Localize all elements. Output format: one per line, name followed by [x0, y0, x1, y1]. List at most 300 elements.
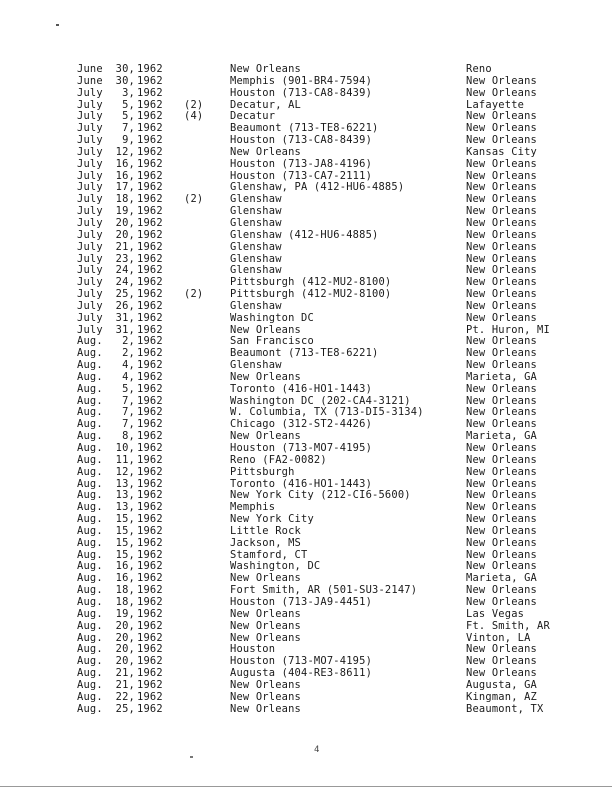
entry-destination: New Orleans — [230, 430, 302, 443]
entry-day: 31, — [115, 311, 135, 324]
entry-year: 1962 — [137, 134, 163, 147]
entry-month: July — [77, 288, 103, 301]
entry-year: 1962 — [137, 110, 163, 123]
entry-destination: Decatur — [230, 110, 276, 123]
entry-destination: Reno (FA2-0082) — [230, 453, 327, 466]
entry-year: 1962 — [137, 122, 163, 135]
entry-day: 11, — [115, 453, 135, 466]
entry-year: 1962 — [137, 406, 163, 419]
entry-destination: Decatur, AL — [230, 98, 302, 111]
entry-year: 1962 — [137, 264, 163, 277]
entry-origin: New Orleans — [466, 205, 538, 218]
entry-year: 1962 — [137, 276, 163, 289]
entry-year: 1962 — [137, 193, 163, 206]
entry-destination: W. Columbia, TX (713-DI5-3134) — [230, 406, 424, 419]
entry-destination: Augusta (404-RE3-8611) — [230, 667, 373, 680]
entry-destination: Washington DC — [230, 311, 314, 324]
entry-destination: Glenshaw, PA (412-HU6-4885) — [230, 181, 405, 194]
entry-destination: New Orleans — [230, 572, 302, 585]
entry-month: Aug. — [77, 655, 103, 668]
entry-origin: Kingman, AZ — [466, 690, 538, 703]
entry-origin: New Orleans — [466, 536, 538, 549]
entry-origin: New Orleans — [466, 418, 538, 431]
entry-origin: New Orleans — [466, 394, 538, 407]
entry-year: 1962 — [137, 501, 163, 514]
entry-year: 1962 — [137, 335, 163, 348]
entry-month: Aug. — [77, 370, 103, 383]
page-number: 4 — [314, 745, 320, 755]
list-item — [0, 301, 612, 313]
entry-year: 1962 — [137, 98, 163, 111]
entry-origin: New Orleans — [466, 252, 538, 265]
entry-destination: Houston (713-CA7-2111) — [230, 169, 373, 182]
entry-year: 1962 — [137, 430, 163, 443]
entry-destination: New Orleans — [230, 631, 302, 644]
entry-year: 1962 — [137, 74, 163, 87]
entry-day: 20, — [115, 619, 135, 632]
list-item — [0, 242, 612, 254]
entry-month: Aug. — [77, 690, 103, 703]
entry-note: (4) — [184, 110, 204, 123]
entry-month: Aug. — [77, 619, 103, 632]
entry-day: 3, — [122, 86, 135, 99]
entry-origin: New Orleans — [466, 524, 538, 537]
entry-destination: Pittsburgh (412-MU2-8100) — [230, 276, 392, 289]
entry-origin: New Orleans — [466, 86, 538, 99]
entry-destination: Pittsburgh (412-MU2-8100) — [230, 288, 392, 301]
entry-month: Aug. — [77, 702, 103, 715]
entry-year: 1962 — [137, 536, 163, 549]
entry-month: Aug. — [77, 359, 103, 372]
entry-month: Aug. — [77, 548, 103, 561]
entry-day: 5, — [122, 98, 135, 111]
scan-mark — [190, 756, 193, 758]
entry-day: 2, — [122, 347, 135, 360]
entry-month: Aug. — [77, 465, 103, 478]
entry-day: 30, — [115, 63, 135, 75]
entry-destination: Houston (713-JA9-4451) — [230, 595, 373, 608]
entry-year: 1962 — [137, 477, 163, 490]
entry-origin: Ft. Smith, AR — [466, 619, 550, 632]
entry-day: 8, — [122, 430, 135, 443]
entry-year: 1962 — [137, 631, 163, 644]
entry-month: July — [77, 110, 103, 123]
entry-origin: New Orleans — [466, 595, 538, 608]
entry-month: Aug. — [77, 418, 103, 431]
entry-day: 26, — [115, 299, 135, 312]
entry-day: 15, — [115, 536, 135, 549]
entry-destination: Stamford, CT — [230, 548, 308, 561]
entry-origin: Las Vegas — [466, 607, 525, 620]
entry-day: 4, — [122, 370, 135, 383]
entry-month: Aug. — [77, 382, 103, 395]
entry-year: 1962 — [137, 595, 163, 608]
entry-day: 15, — [115, 548, 135, 561]
entry-origin: New Orleans — [466, 560, 538, 573]
entry-month: July — [77, 216, 103, 229]
entry-origin: New Orleans — [466, 264, 538, 277]
entry-origin: Marieta, GA — [466, 572, 538, 585]
entry-day: 24, — [115, 264, 135, 277]
entry-month: Aug. — [77, 595, 103, 608]
entry-year: 1962 — [137, 418, 163, 431]
entry-day: 20, — [115, 216, 135, 229]
entry-origin: New Orleans — [466, 335, 538, 348]
entry-year: 1962 — [137, 655, 163, 668]
entry-day: 21, — [115, 667, 135, 680]
entry-note: (2) — [184, 288, 204, 301]
entry-month: Aug. — [77, 335, 103, 348]
entry-day: 15, — [115, 524, 135, 537]
entry-day: 16, — [115, 169, 135, 182]
entry-day: 19, — [115, 205, 135, 218]
entry-day: 25, — [115, 702, 135, 715]
entry-origin: New Orleans — [466, 501, 538, 514]
entry-day: 7, — [122, 406, 135, 419]
entry-destination: Glenshaw — [230, 264, 282, 277]
entry-origin: New Orleans — [466, 465, 538, 478]
entry-year: 1962 — [137, 228, 163, 241]
entry-origin: New Orleans — [466, 643, 538, 656]
entry-year: 1962 — [137, 513, 163, 526]
entry-year: 1962 — [137, 359, 163, 372]
list-item — [0, 372, 612, 384]
entry-day: 25, — [115, 288, 135, 301]
entry-year: 1962 — [137, 299, 163, 312]
entry-month: July — [77, 276, 103, 289]
entry-month: Aug. — [77, 524, 103, 537]
entry-destination: Glenshaw — [230, 240, 282, 253]
entry-origin: New Orleans — [466, 489, 538, 502]
entry-year: 1962 — [137, 465, 163, 478]
list-item — [0, 692, 612, 704]
entry-origin: Pt. Huron, MI — [466, 323, 550, 336]
entry-month: July — [77, 299, 103, 312]
entry-origin: New Orleans — [466, 228, 538, 241]
entry-origin: New Orleans — [466, 382, 538, 395]
entry-destination: New Orleans — [230, 678, 302, 691]
entry-origin: New Orleans — [466, 240, 538, 253]
entry-destination: New Orleans — [230, 702, 302, 715]
entry-destination: Beaumont (713-TE8-6221) — [230, 347, 379, 360]
entry-destination: Glenshaw (412-HU6-4885) — [230, 228, 379, 241]
entry-month: July — [77, 205, 103, 218]
entry-year: 1962 — [137, 690, 163, 703]
entry-day: 13, — [115, 501, 135, 514]
entry-destination: Little Rock — [230, 524, 302, 537]
entry-month: Aug. — [77, 477, 103, 490]
entry-origin: New Orleans — [466, 442, 538, 454]
entry-origin: Augusta, GA — [466, 678, 538, 691]
entry-origin: New Orleans — [466, 477, 538, 490]
entry-day: 24, — [115, 276, 135, 289]
entry-month: Aug. — [77, 584, 103, 597]
entry-day: 12, — [115, 465, 135, 478]
entry-origin: Beaumont, TX — [466, 702, 544, 715]
entry-note: (2) — [184, 193, 204, 206]
entry-origin: New Orleans — [466, 110, 538, 123]
entry-origin: New Orleans — [466, 134, 538, 147]
list-item — [0, 609, 612, 621]
list-item — [0, 680, 612, 692]
entry-day: 22, — [115, 690, 135, 703]
entry-destination: Washington DC (202-CA4-3121) — [230, 394, 411, 407]
entry-month: July — [77, 134, 103, 147]
entry-day: 15, — [115, 513, 135, 526]
entry-note: (2) — [184, 98, 204, 111]
entry-month: July — [77, 228, 103, 241]
entry-destination: Houston (713-MO7-4195) — [230, 655, 373, 668]
entry-destination: Glenshaw — [230, 205, 282, 218]
entry-destination: Beaumont (713-TE8-6221) — [230, 122, 379, 135]
entry-destination: Glenshaw — [230, 252, 282, 265]
bottom-rule — [0, 786, 612, 787]
entry-day: 5, — [122, 382, 135, 395]
entry-origin: New Orleans — [466, 169, 538, 182]
entry-month: Aug. — [77, 430, 103, 443]
entry-month: July — [77, 323, 103, 336]
entry-year: 1962 — [137, 216, 163, 229]
entry-destination: New York City — [230, 513, 314, 526]
entry-year: 1962 — [137, 145, 163, 158]
entry-month: June — [77, 74, 103, 87]
entry-destination: Chicago (312-ST2-4426) — [230, 418, 373, 431]
entry-month: Aug. — [77, 442, 103, 454]
entry-destination: New Orleans — [230, 323, 302, 336]
entry-day: 16, — [115, 560, 135, 573]
entry-year: 1962 — [137, 489, 163, 502]
entry-month: July — [77, 98, 103, 111]
entry-destination: New Orleans — [230, 63, 302, 75]
entry-origin: Lafayette — [466, 98, 525, 111]
entry-origin: New Orleans — [466, 216, 538, 229]
entry-origin: New Orleans — [466, 347, 538, 360]
list-item — [0, 88, 612, 100]
entry-month: July — [77, 145, 103, 158]
entry-day: 13, — [115, 489, 135, 502]
entry-year: 1962 — [137, 394, 163, 407]
entry-month: Aug. — [77, 667, 103, 680]
entry-destination: Washington, DC — [230, 560, 321, 573]
entry-month: June — [77, 63, 103, 75]
entry-month: Aug. — [77, 560, 103, 573]
entry-year: 1962 — [137, 572, 163, 585]
entry-day: 23, — [115, 252, 135, 265]
entry-day: 10, — [115, 442, 135, 454]
entry-month: Aug. — [77, 489, 103, 502]
entry-day: 21, — [115, 678, 135, 691]
entry-year: 1962 — [137, 323, 163, 336]
list-item — [0, 76, 612, 88]
entry-origin: Vinton, LA — [466, 631, 531, 644]
entry-origin: New Orleans — [466, 299, 538, 312]
entry-year: 1962 — [137, 453, 163, 466]
entry-year: 1962 — [137, 370, 163, 383]
entry-year: 1962 — [137, 205, 163, 218]
entry-origin: New Orleans — [466, 276, 538, 289]
entry-origin: New Orleans — [466, 157, 538, 170]
entry-day: 7, — [122, 418, 135, 431]
entry-destination: Toronto (416-HO1-1443) — [230, 477, 373, 490]
entry-year: 1962 — [137, 442, 163, 454]
list-item — [0, 230, 612, 242]
entry-destination: Glenshaw — [230, 216, 282, 229]
entry-origin: New Orleans — [466, 311, 538, 324]
list-item — [0, 467, 612, 479]
entry-month: July — [77, 252, 103, 265]
entry-year: 1962 — [137, 86, 163, 99]
entry-destination: Pittsburgh — [230, 465, 295, 478]
entry-year: 1962 — [137, 702, 163, 715]
entry-day: 21, — [115, 240, 135, 253]
entry-month: Aug. — [77, 631, 103, 644]
entry-month: July — [77, 264, 103, 277]
entry-day: 31, — [115, 323, 135, 336]
entry-month: July — [77, 311, 103, 324]
entry-year: 1962 — [137, 347, 163, 360]
entry-destination: Memphis — [230, 501, 276, 514]
entry-origin: Marieta, GA — [466, 430, 538, 443]
entry-month: Aug. — [77, 394, 103, 407]
entry-month: Aug. — [77, 607, 103, 620]
entry-year: 1962 — [137, 288, 163, 301]
entry-destination: New Orleans — [230, 145, 302, 158]
entry-month: Aug. — [77, 572, 103, 585]
entry-origin: New Orleans — [466, 122, 538, 135]
entry-year: 1962 — [137, 619, 163, 632]
list-item — [0, 526, 612, 538]
entry-destination: San Francisco — [230, 335, 314, 348]
entry-day: 19, — [115, 607, 135, 620]
entry-year: 1962 — [137, 63, 163, 75]
entry-month: July — [77, 86, 103, 99]
entry-origin: New Orleans — [466, 193, 538, 206]
list-item — [0, 455, 612, 467]
entry-month: Aug. — [77, 406, 103, 419]
entry-destination: New Orleans — [230, 370, 302, 383]
entry-day: 7, — [122, 394, 135, 407]
entry-year: 1962 — [137, 311, 163, 324]
entry-year: 1962 — [137, 181, 163, 194]
entry-origin: Reno — [466, 63, 492, 75]
entry-year: 1962 — [137, 607, 163, 620]
entry-month: July — [77, 181, 103, 194]
entry-month: Aug. — [77, 453, 103, 466]
entry-day: 18, — [115, 584, 135, 597]
entry-origin: New Orleans — [466, 74, 538, 87]
entry-day: 20, — [115, 228, 135, 241]
entry-destination: New Orleans — [230, 607, 302, 620]
entry-origin: New Orleans — [466, 359, 538, 372]
entry-origin: New Orleans — [466, 406, 538, 419]
entry-day: 2, — [122, 335, 135, 348]
entry-year: 1962 — [137, 157, 163, 170]
entry-day: 20, — [115, 643, 135, 656]
list-item — [0, 384, 612, 396]
entry-destination: Houston (713-MO7-4195) — [230, 442, 373, 454]
entry-day: 9, — [122, 134, 135, 147]
entry-destination: New York City (212-CI6-5600) — [230, 489, 411, 502]
list-item — [0, 621, 612, 633]
entry-destination: Houston — [230, 643, 276, 656]
entry-month: Aug. — [77, 513, 103, 526]
entry-day: 17, — [115, 181, 135, 194]
entry-year: 1962 — [137, 524, 163, 537]
call-log-list — [0, 64, 612, 715]
entry-origin: New Orleans — [466, 288, 538, 301]
entry-destination: Houston (713-JA8-4196) — [230, 157, 373, 170]
entry-day: 18, — [115, 595, 135, 608]
entry-destination: Fort Smith, AR (501-SU3-2147) — [230, 584, 418, 597]
entry-month: Aug. — [77, 536, 103, 549]
entry-destination: Houston (713-CA8-8439) — [230, 134, 373, 147]
entry-year: 1962 — [137, 643, 163, 656]
entry-year: 1962 — [137, 240, 163, 253]
list-item — [0, 538, 612, 550]
entry-destination: Toronto (416-HO1-1443) — [230, 382, 373, 395]
entry-year: 1962 — [137, 548, 163, 561]
entry-destination: Jackson, MS — [230, 536, 302, 549]
entry-day: 30, — [115, 74, 135, 87]
entry-month: July — [77, 122, 103, 135]
entry-year: 1962 — [137, 252, 163, 265]
entry-origin: New Orleans — [466, 667, 538, 680]
entry-year: 1962 — [137, 169, 163, 182]
scan-mark — [56, 24, 59, 26]
entry-day: 5, — [122, 110, 135, 123]
entry-origin: Marieta, GA — [466, 370, 538, 383]
list-item — [0, 147, 612, 159]
entry-year: 1962 — [137, 560, 163, 573]
entry-origin: New Orleans — [466, 548, 538, 561]
entry-day: 20, — [115, 655, 135, 668]
list-item — [0, 313, 612, 325]
entry-destination: Houston (713-CA8-8439) — [230, 86, 373, 99]
list-item — [0, 704, 612, 716]
entry-month: July — [77, 169, 103, 182]
entry-day: 20, — [115, 631, 135, 644]
entry-day: 7, — [122, 122, 135, 135]
entry-month: July — [77, 240, 103, 253]
entry-month: Aug. — [77, 643, 103, 656]
entry-origin: New Orleans — [466, 513, 538, 526]
entry-year: 1962 — [137, 667, 163, 680]
entry-year: 1962 — [137, 382, 163, 395]
entry-day: 16, — [115, 157, 135, 170]
entry-destination: New Orleans — [230, 619, 302, 632]
entry-day: 12, — [115, 145, 135, 158]
entry-day: 4, — [122, 359, 135, 372]
entry-month: Aug. — [77, 501, 103, 514]
entry-day: 16, — [115, 572, 135, 585]
entry-year: 1962 — [137, 678, 163, 691]
entry-day: 13, — [115, 477, 135, 490]
entry-year: 1962 — [137, 584, 163, 597]
entry-destination: New Orleans — [230, 690, 302, 703]
entry-origin: New Orleans — [466, 181, 538, 194]
entry-destination: Glenshaw — [230, 299, 282, 312]
entry-origin: New Orleans — [466, 453, 538, 466]
entry-day: 18, — [115, 193, 135, 206]
entry-month: Aug. — [77, 678, 103, 691]
entry-origin: New Orleans — [466, 655, 538, 668]
entry-destination: Glenshaw — [230, 193, 282, 206]
entry-origin: Kansas City — [466, 145, 538, 158]
entry-destination: Glenshaw — [230, 359, 282, 372]
entry-origin: New Orleans — [466, 584, 538, 597]
list-item — [0, 159, 612, 171]
entry-month: Aug. — [77, 347, 103, 360]
